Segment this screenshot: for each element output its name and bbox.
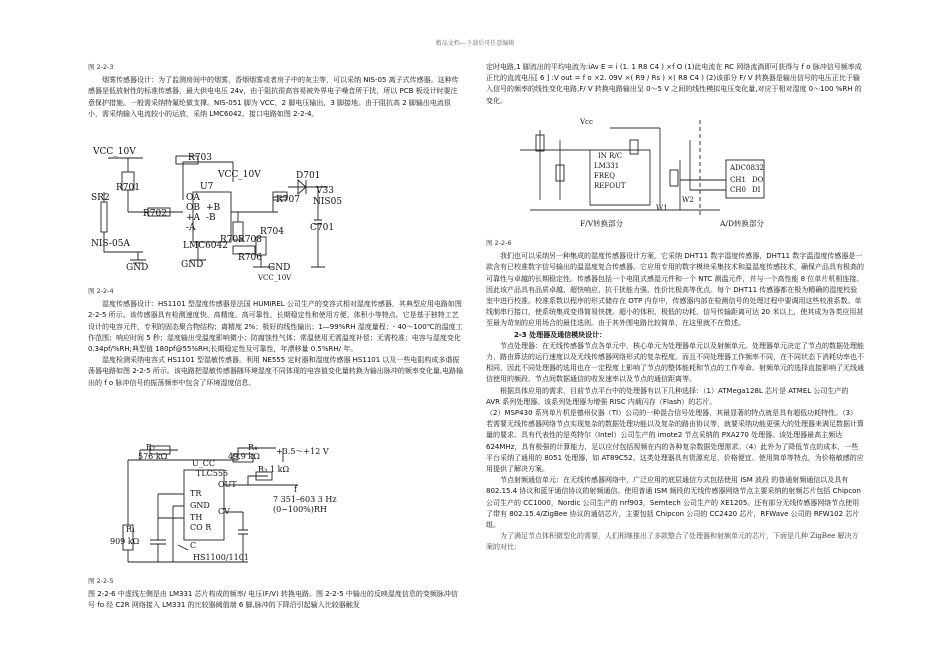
paragraph-humidity-2: 湿度检测采纳电容式 HS1101 型湿敏传感器。利用 NE555 定时器和湿度传感器 HS1101 以及一些电阻构成多谐振荡器电路如图 2-2-5 所示。该电路把湿敏传感器随环境湿度不同体现的电容值变化量转换为输出脉冲的频率变化量,电路输出的 f o 脉冲信号的振荡频率中包含了环境湿度信息。 <box>88 356 464 387</box>
figure-caption: 图 2-2-4 <box>88 287 114 295</box>
label-w1: W1 <box>656 204 668 212</box>
label-out: OUT <box>218 480 237 489</box>
label-r708: R708 <box>238 235 262 245</box>
label-r707: R707 <box>276 195 300 205</box>
label-d701: D701 <box>296 171 321 181</box>
label-gnd: GND <box>190 501 210 510</box>
label-r4v: 49.9 kΩ <box>228 452 260 461</box>
label-refout: REFOUT <box>594 182 626 190</box>
label-ch1: CH1 <box>730 176 746 184</box>
label-gnd1: GND <box>126 263 149 273</box>
label-th: TH <box>190 513 203 522</box>
label-do: DO <box>752 176 764 184</box>
label-cv: CV <box>218 507 230 516</box>
paragraph-rf-unit: 节点射频通信单元：在无线传感器网络中，广泛应用的底层通信方式包括使用 ISM 波段 的普通射频通信以及具有 802.15.4 协议和蓝牙通信协议的射频通信。使用普通 ISM 频段的无线传感器网络节点主要采纳的射频芯片包括 Chipcon 公司生产的 CC1000，Nordic 公司生产的 nrf903，Semtech 公司生产的 XE1205。还有部分无线传感器网络节点使用了带有 802.15.4/ZigBee 协议的通信芯片，主要包括 Chipcon 公司的 CC2420 芯片，RFWave 公司的 RFW102 芯片组。 <box>486 476 861 530</box>
label-tlc: TLC555 <box>196 469 229 478</box>
label-eq2: (0~100%)RH <box>273 505 327 514</box>
label-ad: A/D转换部分 <box>720 219 764 228</box>
label-nis05: NIS05 <box>313 197 343 207</box>
label-p3: +B <box>206 203 221 213</box>
paragraph-node-processor: 节点处理器：在无线传感器节点各单元中，核心单元为处理器单元以及射频单元。处理器单元决定了节点的数据处理能力，路由算法的运行速度以及无线传感器网络形式的复杂程度。而且不同处理器工作频率不同，在不同状态下消耗功率也不相同，因此不同处理器的选用也在一定程度上影响了节点的整体能耗和节点的工作寿命。射频单元的选择直接影响了无线通信使用的频段、节点间数据通信的收发速率以及节点的通信距离等。 <box>486 341 864 384</box>
paragraph-smoke-sensor: 烟雾传感器设计：为了监测房间中的烟雾，香烟烟雾或者房子中的灰尘等，可以采纳 NIS-05 离子式传感器。这种传感器是低放射性的标准传感器，最大供电电压 24v，由于阻抗很高容易被外界电子噪音所干扰，所以 PCB 板设计时要注意保护措施。一般需采纳特氟纶做支撑。NIS-051 脚为 VCC，2 脚电压输出，3 脚接地。由于阻抗高 2 脚输出电流很小，需采纳输入电流较小的运放，采纳 LMC6042。接口电路如图 2-2-4。 <box>88 76 459 118</box>
figure-caption: 图 2-2-6 <box>486 239 512 247</box>
paragraph-current: 定时电路,1 脚流出的平均电流为:iAv E = i (1. 1 R8 C4 ) ×f O (1)此电流在 RC 网络流淌即可获得与 f o 脉冲信号频率成正比的直流电压[ 6 ] :V out = f o ×2. 09V ×( R9 / Rs ) ×( R8 C4 ) (2)该部分 F/ V 转换器是输出信号的电压正比于输入信号的频率的线性变化电路,F/ V 转换电路输出呈 0～5 V 之间的线性模拟电压变化量,对应于相对湿度 0～100 %RH 的变化。 <box>486 63 862 105</box>
label-vcc2: VCC_10V <box>218 170 261 180</box>
label-r701: R701 <box>116 183 140 193</box>
label-w2: W2 <box>682 196 694 204</box>
left-column-2 <box>88 286 464 389</box>
label-fv: F/V转换部分 <box>580 219 624 228</box>
figure-fv-ad-circuit <box>520 110 782 232</box>
label-sr2: SR2 <box>91 193 110 203</box>
label-ucc: U_CC <box>192 459 215 468</box>
label-v33: V33 <box>316 186 334 196</box>
label-p1: +A <box>186 213 201 223</box>
label-hs: HS1100/1101 <box>193 553 249 562</box>
right-column-2 <box>486 238 864 554</box>
label-gnd2: GND <box>181 260 204 270</box>
figure-humidity-circuit <box>98 440 348 568</box>
label-c: C <box>190 541 197 550</box>
label-vcc3: VCC_10V <box>258 274 292 282</box>
label-c701: C701 <box>310 223 335 233</box>
label-r2v: 576 kΩ <box>138 452 168 461</box>
label-ob: OB <box>186 203 200 213</box>
figure-caption: 图 2-2-5 <box>88 577 114 585</box>
label-inr: IN R/C <box>598 152 623 160</box>
label-r2: R₂ <box>146 443 156 452</box>
right-column <box>486 62 864 107</box>
label-di: DI <box>752 186 761 194</box>
label-vcc: Vcc <box>580 118 593 126</box>
label-lm: LM331 <box>594 162 620 170</box>
label-r704: R704 <box>260 227 284 237</box>
paragraph-processor-options: 根据具体应用的需求，目前节点平台中的处理器有以下几种选择：（1）ATMega128L 芯片是 ATMEL 公司生产的 AVR 系列处理器。该系列处理器为增强 RISC 内载闪存（Flash）的芯片。 <box>486 386 849 406</box>
section-heading: 2-3 处理器及通信模块设计： <box>514 330 607 339</box>
paragraph-processor-more: （2）MSP430 系列单片机是德州仪器（TI）公司的一种混合信号处理器，其最显著的特点就是具有超低功耗特性。（3）若需要无线传感器网络节点实现复杂的数据处理功能以及复杂的路由协议等，就要采纳功能更强大的处理器来满足数据计算量的要求。具有代表性的是英特尔（Intel）公司生产的 imote2 节点采纳的 PXA270 处理器。该处理器最高主频达 624MHz，具有极强的计算能力，足以应付包括视频在内的各种复杂数据处理需求。（4）此外为了降低节点的成本，一些平台采纳了通用的 8051 处理器，如 AT89C52。这类处理器具有货源充足、价格便宜、使用简单等特点，为价格敏感的应用提供了解决方案。 <box>486 409 864 474</box>
label-r703: R703 <box>188 153 212 163</box>
label-r706: R706 <box>238 253 262 263</box>
label-ch0: CH0 <box>730 186 746 194</box>
label-freq: FREQ <box>594 172 615 180</box>
label-gnd3: GND <box>268 263 291 273</box>
label-r1: R₁ <box>126 525 136 534</box>
label-eq: 7 351–603 3 Hz <box>273 495 337 504</box>
left-column <box>88 62 464 120</box>
label-tr: TR <box>190 489 202 498</box>
label-p4: -B <box>206 213 216 223</box>
left-column-3 <box>88 576 464 612</box>
label-vcc: +3.5～+12 V <box>276 447 329 456</box>
label-nis: NIS-05A <box>91 239 130 249</box>
label-u7: U7 <box>200 182 214 192</box>
label-r4: R₄ <box>248 443 258 452</box>
page-header: 精品文档---下载后可任意编辑 <box>435 40 515 47</box>
label-vcc1: VCC_10V <box>93 147 136 157</box>
label-cor: CO R <box>190 523 212 532</box>
label-r702: R702 <box>143 209 167 219</box>
label-r3v: 1 kΩ <box>270 465 290 474</box>
label-lmc: LMC6042 <box>183 241 228 251</box>
label-adc: ADC0832 <box>730 164 764 172</box>
paragraph-humidity-1: 湿度传感器设计：HS1101 型湿度传感器是法国 HUMIREL 公司生产的变容式相对湿度传感器，其典型应用电路如图 2-2-5 所示。该传感器具有检测速度快、高精度、高可靠性、长期稳定性和使用方便、体积小等特点。它是基于独特工艺设计的电容元件，专利的固态聚合物结构；离精度 2%；极好的线性输出；1—99%RH 湿度量程；- 40～100℃的温度工作范围；响应时间 5 秒；湿度输出受温度影响微小；防腐蚀性气体；常温使用无需温度补偿；无需校准；电容与湿度变化 0.34pf/%RH;典型值 180pf@55%RH;长期稳定性及可靠性，年漂移量 0.5%RH/ 年。 <box>88 300 463 354</box>
figure-caption: 图 2-2-3 <box>88 63 114 71</box>
paragraph-dht11: 我们也可以采纳另一种集成的湿度传感器设计方案，它采纳 DHT11 数字湿度传感器，DHT11 数字温湿度传感器是一款含有已校准数字信号输出的温湿度复合传感器。它应用专用的数字模块采集技术和温湿度传感技术，确保产品具有极高的可靠性与卓越的长期稳定性。传感器包括一个电阻式感湿元件和一个 NTC 测温元件，并与一个高性能 8 位单片机相连接。因此该产品具有品质卓越、超快响应、抗干扰能力强、性价比极高等优点。每个 DHT11 传感器都在极为精确的湿度校验室中进行校准。校准系数以程序的形式储存在 OTP 内存中，传感器内部在检测信号的处理过程中要调用这些校准系数。单线制串行接口，使系统集成变得简易快捷。超小的体积、极低的功耗，信号传输距离可达 20 米以上，使其成为各类应用甚至最为苛刻的应用场合的最佳选则。由于其外围电路比较简单，在这里就不在赘述。 <box>486 252 864 328</box>
label-f: f <box>294 485 297 494</box>
label-r3: R₃ <box>258 465 268 474</box>
label-oa: OA <box>186 193 200 203</box>
paragraph-zigbee: 为了满足节点体积微型化的需要，人们相继推出了多款整合了处理器和射频单元的芯片，下面是几种 ZigBee 解决方案的对比： <box>486 532 859 552</box>
label-r1v: 909 kΩ <box>110 537 140 546</box>
figure-smoke-circuit <box>88 142 343 282</box>
label-r705: R705 <box>220 235 244 245</box>
label-p2: -A <box>186 223 196 233</box>
paragraph-fv-converter: 图 2-2-6 中虚线左侧是由 LM331 芯片构成的频率/ 电压(F/V) 转换电路。图 2-2-5 中输出的反映湿度信息的变频脉冲信号 fo 经 C2R 网络接入 LM331 的比较器阈值端 6 脚,脉冲的下降沿引起输入比较器触发 <box>88 590 458 610</box>
